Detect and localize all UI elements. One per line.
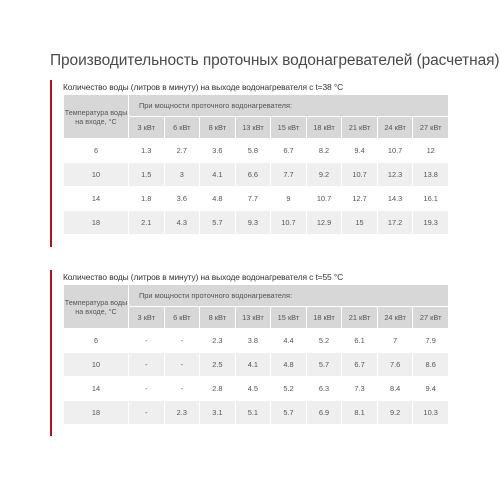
power-column-header: 13 кВт <box>236 117 271 138</box>
flow-value-cell: 3.6 <box>212 146 223 155</box>
power-column-header: 18 кВт <box>307 307 342 328</box>
flow-value-cell: 10.7 <box>316 194 332 203</box>
power-column-header: 8 кВт <box>200 117 235 138</box>
flow-value-cell: - <box>180 384 184 393</box>
table-row <box>64 377 448 400</box>
flow-value-cell: 6.7 <box>283 146 294 155</box>
flow-value-cell: - <box>145 384 148 393</box>
flow-value-cell: 12.3 <box>378 163 413 186</box>
flow-value-cell: 3.8 <box>247 336 259 345</box>
accent-bar <box>50 270 52 436</box>
flow-value-cell: 7 <box>393 336 398 345</box>
power-column-header: 3 кВт <box>129 117 164 138</box>
flow-value-cell: 12.7 <box>352 194 367 203</box>
flow-value-cell: 9 <box>286 194 291 203</box>
power-column-header: 3 кВт <box>129 307 164 328</box>
table-row <box>64 329 448 352</box>
table-row <box>64 163 448 186</box>
flow-value-cell: 10.7 <box>271 211 306 234</box>
flow-value-cell: 5.7 <box>307 353 342 376</box>
power-column-header: 13 кВт <box>236 307 271 328</box>
flow-value-cell: 9.4 <box>425 384 436 393</box>
table-row <box>64 401 448 424</box>
flow-value-cell: 2.8 <box>212 384 223 393</box>
flow-value-cell: 4.1 <box>200 163 235 186</box>
flow-value-cell: 1.3 <box>141 146 152 155</box>
power-column-header: 24 кВт <box>378 307 413 328</box>
flow-value-cell: 4.8 <box>212 194 223 203</box>
performance-table <box>63 94 449 235</box>
temperature-header: Температура воды на входе, °С <box>64 95 128 138</box>
flow-value-cell: 4.4 <box>283 336 294 345</box>
flow-value-cell: 5.2 <box>283 384 294 393</box>
power-column-header: 24 кВт <box>378 117 413 138</box>
flow-value-cell: 6.3 <box>318 384 330 393</box>
flow-value-cell: 4.5 <box>247 384 259 393</box>
flow-value-cell: 8.6 <box>413 353 448 376</box>
power-header: При мощности проточного водонагревателя: <box>129 285 448 306</box>
flow-value-cell: 6.9 <box>307 401 342 424</box>
flow-value-cell: 9.2 <box>307 163 342 186</box>
power-column-header: 6 кВт <box>165 307 200 328</box>
flow-value-cell: 6.1 <box>354 336 365 345</box>
flow-value-cell: 6.6 <box>236 163 271 186</box>
temperature-cell: 6 <box>93 146 99 155</box>
flow-value-cell: 10.7 <box>387 146 403 155</box>
flow-value-cell: 12.9 <box>307 211 342 234</box>
flow-value-cell: 4.1 <box>236 353 271 376</box>
flow-value-cell: 9.4 <box>354 146 365 155</box>
flow-value-cell: 1.8 <box>141 194 152 203</box>
flow-value-cell: 3.1 <box>200 401 235 424</box>
flow-value-cell: 14.3 <box>387 194 403 203</box>
flow-value-cell: 13.8 <box>413 163 448 186</box>
flow-value-cell: 17.2 <box>378 211 413 234</box>
flow-value-cell: 16.1 <box>423 194 438 203</box>
flow-value-cell: 2.3 <box>165 401 200 424</box>
flow-value-cell: 5.7 <box>271 401 306 424</box>
flow-value-cell: 8.1 <box>342 401 377 424</box>
temperature-cell: 14 <box>91 194 101 203</box>
table-section-55 <box>50 270 450 436</box>
flow-value-cell: 19.3 <box>413 211 448 234</box>
flow-value-cell: 8.2 <box>318 146 330 155</box>
flow-value-cell: 2.5 <box>200 353 235 376</box>
flow-value-cell: 10.7 <box>342 163 377 186</box>
flow-value-cell: 7.6 <box>378 353 413 376</box>
temperature-cell: 10 <box>64 163 128 186</box>
performance-table <box>63 284 449 425</box>
temperature-cell: 18 <box>64 211 128 234</box>
temperature-cell: 18 <box>64 401 128 424</box>
flow-value-cell: 8.4 <box>389 384 401 393</box>
flow-value-cell: 3.6 <box>176 194 187 203</box>
flow-value-cell: - <box>129 353 164 376</box>
flow-value-cell: - <box>129 401 164 424</box>
temperature-header: Температура воды на входе, °С <box>64 285 128 328</box>
power-column-header: 15 кВт <box>271 117 306 138</box>
power-column-header: 27 кВт <box>413 307 448 328</box>
power-column-header: 27 кВт <box>413 117 448 138</box>
power-column-header: 18 кВт <box>307 117 342 138</box>
flow-value-cell: - <box>165 353 200 376</box>
flow-value-cell: 2.7 <box>176 146 187 155</box>
table-row <box>64 353 448 376</box>
flow-value-cell: 5.1 <box>236 401 271 424</box>
flow-value-cell: 12 <box>426 146 435 155</box>
table-row <box>64 139 448 162</box>
flow-value-cell: 5.8 <box>247 146 259 155</box>
power-column-header: 21 кВт <box>342 117 377 138</box>
power-column-header: 6 кВт <box>165 117 200 138</box>
flow-value-cell: 4.3 <box>165 211 200 234</box>
flow-value-cell: 15 <box>342 211 377 234</box>
page-title: Производительность проточных водонагревателей (расчетная) <box>50 52 500 69</box>
accent-bar <box>50 80 52 247</box>
power-column-header: 15 кВт <box>271 307 306 328</box>
flow-value-cell: 7.7 <box>247 194 259 203</box>
flow-value-cell: 5.2 <box>318 336 330 345</box>
flow-value-cell: 9.2 <box>378 401 413 424</box>
flow-value-cell: 1.5 <box>129 163 164 186</box>
flow-value-cell: - <box>180 336 184 345</box>
flow-value-cell: 9.3 <box>236 211 271 234</box>
flow-value-cell: 4.8 <box>271 353 306 376</box>
table-caption: Количество воды (литров в минуту) на выходе водонагревателя с t=38 °С <box>63 82 344 92</box>
temperature-cell: 14 <box>91 384 101 393</box>
table-row <box>64 211 448 234</box>
power-column-header: 21 кВт <box>342 307 377 328</box>
flow-value-cell: 6.7 <box>342 353 377 376</box>
table-row <box>64 187 448 210</box>
flow-value-cell: 3 <box>165 163 200 186</box>
temperature-cell: 10 <box>64 353 128 376</box>
flow-value-cell: 2.3 <box>212 336 223 345</box>
power-header: При мощности проточного водонагревателя: <box>129 95 448 116</box>
flow-value-cell: - <box>145 336 148 345</box>
flow-value-cell: 7.9 <box>425 336 436 345</box>
table-caption: Количество воды (литров в минуту) на выходе водонагревателя с t=55 °С <box>63 272 344 282</box>
table-section-38 <box>50 80 450 247</box>
flow-value-cell: 10.3 <box>413 401 448 424</box>
flow-value-cell: 5.7 <box>200 211 235 234</box>
flow-value-cell: 2.1 <box>129 211 164 234</box>
power-column-header: 8 кВт <box>200 307 235 328</box>
flow-value-cell: 7.7 <box>271 163 306 186</box>
temperature-cell: 6 <box>93 336 99 345</box>
flow-value-cell: 7.3 <box>354 384 365 393</box>
